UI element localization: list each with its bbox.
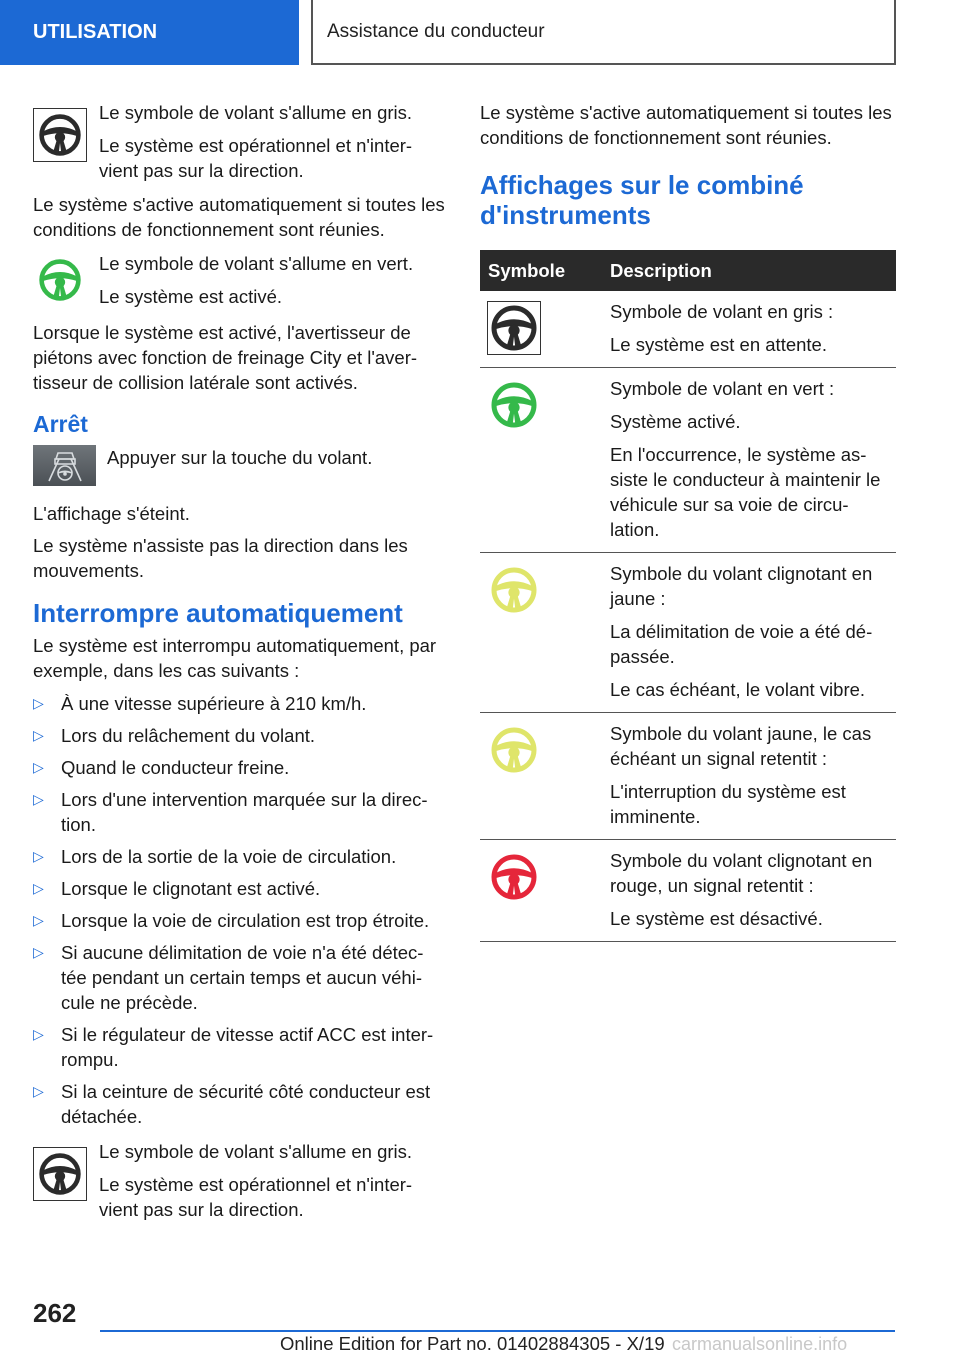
triangle-bullet-icon: ▷ [33, 791, 44, 807]
grey-wheel-line1: Le symbole de volant s'allume en gris. [99, 102, 413, 123]
table-header-row [480, 250, 896, 291]
triangle-bullet-icon: ▷ [33, 1083, 44, 1099]
triangle-bullet-icon: ▷ [33, 912, 44, 928]
description-line: Le système est désactivé. [610, 908, 823, 929]
interrompre-intro: Le système est interrompu automatiquement, par exemple, dans les cas suivants : [33, 635, 437, 681]
triangle-bullet-icon: ▷ [33, 759, 44, 775]
activation-paragraph-right: Le système s'active automatiquement si toutes les conditions de fonctionnement sont réunies. [480, 102, 892, 148]
list-item: ▷ Lors du relâchement du volant. [33, 725, 316, 746]
triangle-bullet-icon: ▷ [33, 1026, 44, 1042]
description-line: Symbole du volant clignotant en rouge, un signal retentit : [610, 850, 873, 896]
interrompre-heading: Interrompre automatiquement [33, 598, 403, 628]
affichages-heading: Affichages sur le combiné d'instruments [480, 170, 804, 230]
green-wheel-line2: Le système est activé. [99, 286, 283, 307]
triangle-bullet-icon: ▷ [33, 695, 44, 711]
grey-wheel-2-line1: Le symbole de volant s'allume en gris. [99, 1141, 413, 1162]
header-chapter-title: Assistance du conducteur [311, 0, 896, 65]
steering-wheel-green-icon [33, 253, 87, 307]
header-section-label: UTILISATION [0, 0, 299, 65]
table-row [480, 291, 896, 368]
activation-paragraph: Le système s'active automatiquement si toutes les conditions de fonctionnement sont réunies. [33, 194, 445, 240]
description-line: Symbole de volant en vert : [610, 378, 835, 399]
table-row [480, 713, 896, 840]
green-wheel-block [33, 251, 448, 311]
left-column [33, 100, 448, 1231]
arret-instruction: Appuyer sur la touche du volant. [107, 447, 373, 468]
list-item: ▷ Quand le conducteur freine. [33, 757, 290, 778]
list-item: ▷ Si aucune délimitation de voie n'a été détec-tée pendant un certain temps et aucun véhi-cule ne précède. [33, 942, 424, 1013]
description-cell [602, 553, 896, 713]
triangle-bullet-icon: ▷ [33, 727, 44, 743]
grey-wheel-block-2 [33, 1139, 448, 1222]
description-cell [602, 713, 896, 840]
grey-wheel-block [33, 100, 448, 183]
steering-wheel-grey-icon [33, 1147, 87, 1201]
description-line: En l'occurrence, le système as-siste le conducteur à maintenir le véhicule sur sa voie de circu-lation. [610, 444, 881, 540]
triangle-bullet-icon: ▷ [33, 944, 44, 960]
arret-block [33, 445, 448, 493]
table-row [480, 368, 896, 553]
description-cell [602, 368, 896, 553]
list-item: ▷ Lorsque le clignotant est activé. [33, 878, 321, 899]
description-line: Système activé. [610, 411, 741, 432]
footer-rule [100, 1330, 895, 1332]
arret-line1: L'affichage s'éteint. [33, 503, 190, 524]
table-body [480, 291, 896, 942]
description-line: Symbole de volant en gris : [610, 301, 834, 322]
description-line: La délimitation de voie a été dé-passée. [610, 621, 873, 667]
table-row [480, 840, 896, 942]
list-item: ▷ Lors de la sortie de la voie de circulation. [33, 846, 397, 867]
description-line: Le cas échéant, le volant vibre. [610, 679, 866, 700]
list-item: ▷ Lorsque la voie de circulation est trop étroite. [33, 910, 430, 931]
steering-wheel-grey-icon [487, 301, 541, 355]
steering-assist-button-icon [33, 445, 96, 486]
description-line: Le système est en attente. [610, 334, 827, 355]
description-cell [602, 291, 896, 368]
list-item: ▷ Lors d'une intervention marquée sur la direc-tion. [33, 789, 428, 835]
column-header-symbol: Symbole [480, 250, 602, 291]
list-item: ▷ À une vitesse supérieure à 210 km/h. [33, 693, 367, 714]
footer-edition: Online Edition for Part no. 01402884305 - X/19 [280, 1333, 665, 1354]
arret-line2: Le système n'assiste pas la direction dans les mouvements. [33, 535, 408, 581]
grey-wheel-line2: Le système est opérationnel et n'inter-vient pas sur la direction. [99, 135, 413, 181]
watermark: carmanualsonline.info [672, 1334, 848, 1354]
description-cell [602, 840, 896, 942]
right-column [480, 100, 896, 942]
green-wheel-line1: Le symbole de volant s'allume en vert. [99, 253, 414, 274]
symbol-table [480, 250, 896, 942]
triangle-bullet-icon: ▷ [33, 848, 44, 864]
list-item: ▷ Si le régulateur de vitesse actif ACC est inter-rompu. [33, 1024, 434, 1070]
list-item: ▷ Si la ceinture de sécurité côté conducteur est détachée. [33, 1081, 431, 1127]
arret-heading: Arrêt [33, 411, 88, 437]
triangle-bullet-icon: ▷ [33, 880, 44, 896]
interrupt-conditions-list [33, 691, 448, 1129]
steering-wheel-red-icon [487, 850, 541, 904]
steering-wheel-grey-icon [33, 108, 87, 162]
column-header-description: Description [602, 250, 896, 291]
description-line: L'interruption du système est imminente. [610, 781, 846, 827]
description-line: Symbole du volant clignotant en jaune : [610, 563, 873, 609]
warning-paragraph: Lorsque le système est activé, l'avertisseur de piétons avec fonction de freinage City et l'aver-tisseur de collision latérale sont activés. [33, 322, 418, 393]
grey-wheel-2-line2: Le système est opérationnel et n'inter-vient pas sur la direction. [99, 1174, 413, 1220]
table-row [480, 553, 896, 713]
steering-wheel-yellow-icon [487, 563, 541, 617]
steering-wheel-yellow-icon [487, 723, 541, 777]
description-line: Symbole du volant jaune, le cas échéant un signal retentit : [610, 723, 872, 769]
page-number: 262 [33, 1298, 77, 1328]
steering-wheel-green-icon [487, 378, 541, 432]
